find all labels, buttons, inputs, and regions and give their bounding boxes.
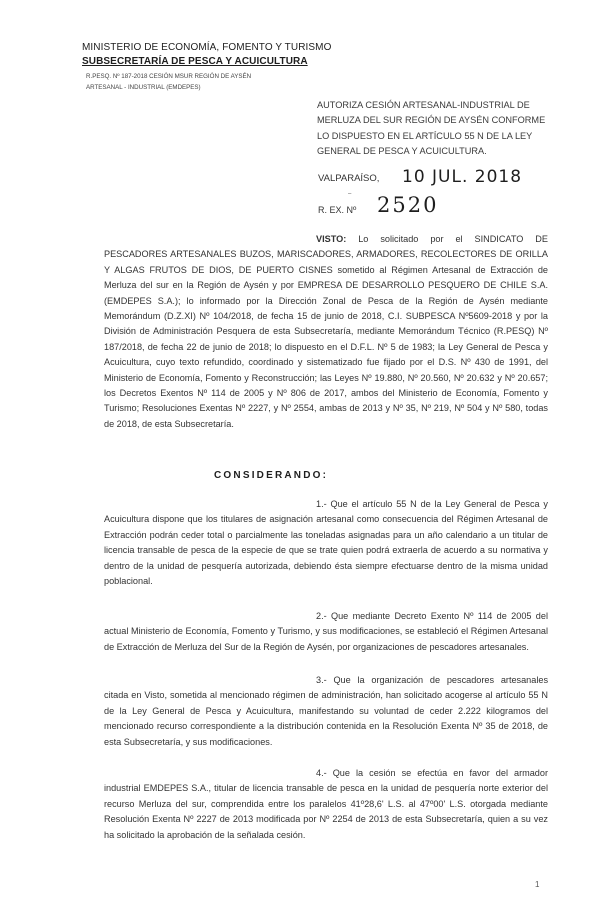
reference-line-2: ARTESANAL - INDUSTRIAL (EMDEPES) <box>86 84 201 91</box>
handwritten-date: 10 JUL. 2018 <box>402 167 523 187</box>
considerando-item-2 <box>104 609 548 655</box>
resolution-mark: – <box>348 191 352 197</box>
considerando-item-3 <box>104 673 548 750</box>
considerando-text-3: 3.- Que la organización de pescadores artesanales citada en Visto, sometida al mencionado régimen de administración, han solicitado acogerse al artículo 55 N de la Ley General de Pesca y Acuicultura, manifestando su voluntad de ceder 2.222 kilogramos del mencionado recurso correspondiente a la distribución contenida en la Resolución Exenta Nº 35 de 2018, de esta Subsecretaría, y sus modificaciones. <box>104 675 548 747</box>
resolution-number: 2520 <box>377 193 439 217</box>
visto-paragraph <box>104 232 548 432</box>
reference-block <box>86 71 286 93</box>
considerando-item-1 <box>104 497 548 589</box>
considerando-text-4: 4.- Que la cesión se efectúa en favor del armador industrial EMDEPES S.A., titular de licencia transable de pesca en la unidad de pesquería norte exterior del recurso Merluza del sur, comprendida entre los paralelos 41º28,6' L.S. al 47º00' L.S. otorgada mediante Resolución Exenta Nº 2227 de 2013 modificada por Nº 2254 de 2013 de esta Subsecretaría, quien a su vez ha solicitado la aprobación de la señalada cesión. <box>104 768 548 840</box>
considerando-text-1: 1.- Que el artículo 55 N de la Ley General de Pesca y Acuicultura dispone que los titulares de asignación artesanal como consecuencia del Régimen Artesanal de Extracción podrán ceder total o parcialmente las toneladas asignadas para un año calendario a un titular de licencia transable de pesca de la especie de que se trate quien podrá extraerla de acuerdo a su normativa y dentro de la unidad de pesquería autorizada, debiendo ésta siempre efectuarse dentro de la misma unidad poblacional. <box>104 499 548 587</box>
subsecretaria-name: SUBSECRETARÍA DE PESCA Y ACUICULTURA <box>82 56 308 67</box>
reference-line-1: R.PESQ. Nº 187-2018 CESIÓN MSUR REGIÓN DE AYSÉN <box>86 73 252 80</box>
visto-text: Lo solicitado por el SINDICATO DE PESCADORES ARTESANALES BUZOS, MARISCADORES, ARMADORES, RECOLECTORES DE ORILLA Y ALGAS FRUTOS DE DIOS, DE PUERTO CISNES sometido al Régimen Artesanal de Extracción de Merluza del sur en la Región de Aysén y por EMPRESA DE DESARROLLO PESQUERO DE CHILE S.A. (EMDEPES S.A.); lo informado por la Dirección Zonal de Pesca de la Región de Aysén mediante Memorándum (D.Z.XI) Nº 104/2018, de fecha 15 de junio de 2018, C.I. SUBPESCA Nº5609-2018 y por la División de Administración Pesquera de esta Subsecretaría, mediante Memorándum Técnico (R.PESQ) Nº 187/2018, de fecha 22 de junio de 2018; lo dispuesto en el D.F.L. Nº 5 de 1983; la Ley General de Pesca y Acuicultura, cuyo texto refundido, coordinado y sistematizado fue fijado por el D.S. Nº 430 de 1991, del Ministerio de Economía, Fomento y Reconstrucción; las Leyes Nº 19.880, Nº 20.560, Nº 20.632 y Nº 20.657; los Decretos Exentos Nº 114 de 2005 y Nº 806 de 2017, ambos del Ministerio de Economía, Fomento y Turismo; Resoluciones Exentas Nº 2227, y Nº 2554, ambas de 2013 y Nº 35, Nº 219, Nº 504 y Nº 580, todas de 2018, de esta Subsecretaría. <box>104 234 548 429</box>
resolution-label: R. EX. Nº <box>318 205 357 215</box>
ministry-name: MINISTERIO DE ECONOMÍA, FOMENTO Y TURISMO <box>82 42 332 53</box>
considerando-heading: CONSIDERANDO: <box>214 470 329 481</box>
resolution-subject: AUTORIZA CESIÓN ARTESANAL-INDUSTRIAL DE MERLUZA DEL SUR REGIÓN DE AYSÉN CONFORME LO DISPUESTO EN EL ARTÍCULO 55 N DE LA LEY GENERAL DE PESCA Y ACUICULTURA. <box>317 100 546 156</box>
considerando-item-4 <box>104 766 548 843</box>
page-number: 1 <box>535 880 540 889</box>
date-place: VALPARAÍSO, <box>318 173 380 184</box>
considerando-text-2: 2.- Que mediante Decreto Exento Nº 114 de 2005 del actual Ministerio de Economía, Fomento y Turismo, y sus modificaciones, se estableció el Régimen Artesanal de Extracción de Merluza del Sur de la Región de Aysén, por organizaciones de pescadores artesanales. <box>104 611 548 652</box>
visto-lead: VISTO: <box>316 234 347 244</box>
